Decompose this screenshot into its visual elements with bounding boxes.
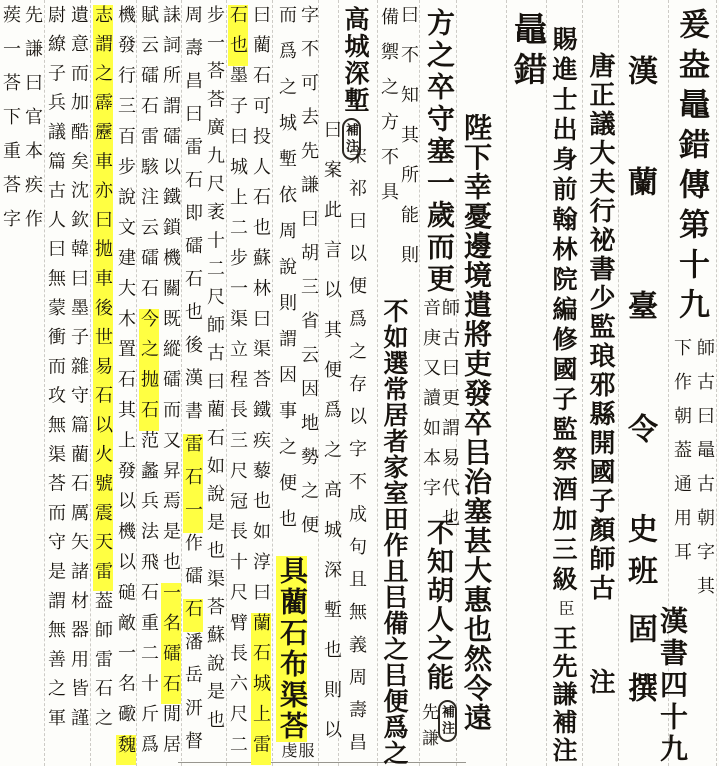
text-run: 蘭 — [623, 166, 656, 202]
annotator-wang-xianqian — [550, 625, 575, 765]
column-rule — [272, 0, 273, 766]
note-shigu-geng-left — [422, 298, 440, 508]
text-run: 不如選常居者家室田作且㠯備之㠯便爲之 — [380, 298, 407, 766]
column-rule — [618, 0, 619, 766]
column-rule — [181, 0, 182, 766]
column-rule — [546, 0, 547, 766]
main-text-4 — [381, 298, 406, 766]
note-xianqian-right — [400, 5, 418, 285]
buzhu-marker-1 — [438, 700, 457, 742]
note-pilichе-highlighted — [94, 5, 112, 738]
text-run: 機發行三百步說文建大木置石其上發以機以磓敵一名礮 — [116, 5, 136, 735]
text-run: 唐正議大夫行祕書少監琅邪縣開國子顏師古 — [586, 52, 615, 603]
main-text-2 — [424, 8, 452, 296]
note-husansheng-left — [278, 5, 296, 545]
text-run: 誄詞所謂礌以鐵鎖機關既縱礌而又昇焉是也 — [161, 5, 181, 583]
column-rule — [582, 0, 583, 766]
note-guanben-right — [24, 5, 42, 243]
main-text-6-highlighted — [277, 556, 305, 742]
main-text-1 — [461, 113, 489, 733]
highlighted-text: 蘭石城上雷 — [251, 613, 271, 765]
text-run: 先謙曰官本疾作 — [23, 5, 43, 243]
text-run: 周壽昌曰雷石即礌石也後漢書 — [183, 5, 203, 434]
text-run: 閒居 — [161, 704, 181, 766]
column-rule — [419, 0, 420, 766]
text-run: 撰 — [623, 672, 656, 708]
author-attribution-ling — [624, 413, 654, 449]
text-run: 賦云礌石雷駭注云礌石 — [139, 5, 159, 309]
text-run: 注 — [586, 668, 615, 697]
annotator-chen — [556, 600, 572, 620]
text-run: 蒺一荅下重荅字 — [1, 5, 21, 243]
highlighted-text: 魏 — [116, 734, 136, 766]
text-run: 墨子曰城上二步一渠立程長三尺冠長十尺臂長六尺二 — [228, 65, 248, 766]
section-heading-chaocuo — [510, 12, 543, 92]
text-run: 漢書四十九 — [656, 606, 687, 766]
annotator-yan-shigu — [587, 52, 613, 603]
title-note-left — [673, 338, 691, 576]
highlighted-text: 石也 — [228, 5, 248, 66]
author-attribution-lan — [624, 166, 654, 202]
note-songqi-right — [348, 146, 366, 765]
chapter-title — [676, 8, 707, 328]
note-linshi-right — [252, 5, 270, 765]
text-run: 高城深塹 — [341, 6, 368, 114]
text-run: 步一荅荅廣九尺袤十二尺師古曰藺石如說是也渠荅蘇說是也 — [205, 5, 225, 739]
text-run: 爰盎鼂錯傳第十九 — [674, 8, 709, 328]
note-weiliaozi — [47, 5, 65, 738]
main-text-3 — [424, 518, 451, 692]
note-husansheng-right — [300, 5, 318, 549]
text-run: 史 — [623, 513, 656, 549]
bottom-rule — [178, 762, 466, 763]
annotator-yan-shigu-zhu — [587, 668, 613, 697]
column-rule — [44, 0, 45, 766]
highlighted-text: 石 — [183, 599, 203, 632]
main-text-5 — [342, 6, 367, 114]
text-run: 令 — [623, 413, 656, 449]
text-run: 鼂錯 — [509, 12, 545, 92]
note-leishi-2 — [162, 5, 180, 765]
note-shenqinhan — [70, 5, 88, 738]
note-xianqian-lead — [420, 703, 437, 755]
column-rule — [136, 0, 137, 766]
text-run: 音庚又讀如本字 — [421, 298, 441, 508]
title-note-right — [696, 338, 714, 610]
column-rule — [506, 0, 507, 766]
text-run: 作礌 — [183, 533, 203, 599]
note-shigu-geng-right — [441, 298, 459, 538]
note-fuqian-right — [296, 742, 312, 762]
text-run: 王先謙補注 — [549, 625, 576, 765]
note-leishi-left — [184, 5, 202, 764]
text-run: 固 — [623, 613, 656, 649]
text-run: 班 — [623, 555, 656, 591]
text-run: 范蠡兵法飛石重二十斤爲 — [139, 430, 159, 766]
highlighted-text: 志謂之霹靂車亦曰拋車後世易石以火號震天雷 — [93, 5, 113, 591]
annotator-wang-titles — [550, 26, 575, 596]
text-run: 曰不知其所能則 — [399, 5, 419, 285]
author-attribution-zhuan — [624, 672, 654, 708]
note-songqi-left — [323, 120, 341, 760]
column-rule — [377, 0, 378, 766]
volume-label — [657, 606, 685, 766]
text-run: 賜進士出身前翰林院編修國子監祭酒加三級 — [549, 26, 576, 596]
text-run: 而爲之城塹依周說則謂因事之便也 — [277, 5, 297, 545]
note-guanben-left — [2, 5, 20, 243]
highlighted-text: 雷石一 — [183, 434, 203, 533]
column-rule — [716, 0, 717, 766]
text-run: 臣 — [556, 600, 573, 620]
text-run: 曰藺石可投人石也蘇林曰渠荅鐵疾藜也如淳曰 — [251, 5, 271, 613]
highlighted-text: 今之抛石 — [139, 309, 159, 431]
highlighted-text: 具藺石布渠荅 — [276, 556, 307, 742]
text-run: 虔 — [279, 742, 296, 762]
text-run: 潘岳汧督 — [183, 632, 203, 764]
note-leishi-3 — [140, 5, 158, 765]
author-attribution-ban — [624, 555, 654, 591]
text-run: 備禦之方不具 — [379, 7, 399, 217]
author-attribution-tai — [624, 290, 654, 326]
note-linshi-left — [229, 5, 247, 765]
author-attribution-gu — [624, 613, 654, 649]
author-attribution-han — [624, 55, 654, 91]
text-run: 遺意而加酷矣沈欽韓曰墨子雜守篇藺石厲矢諸材器用皆謹 — [69, 5, 89, 738]
column-rule — [90, 0, 91, 766]
note-xianqian-left — [380, 7, 398, 217]
text-run: 師古曰鼂古朝字其 — [695, 338, 715, 610]
text-run: 宋祁曰以便爲之存以字不成句且無義周壽昌 — [347, 146, 367, 766]
text-run: 曰案此言以其便爲之高城深塹也則以 — [322, 120, 342, 760]
text-run: 方之卒守塞一歲而更 — [423, 8, 454, 296]
text-run: 下作朝葢通用耳 — [672, 338, 692, 576]
text-run: 先謙 — [419, 703, 438, 755]
text-run: 臺 — [623, 290, 656, 326]
text-run: 漢 — [623, 55, 656, 91]
note-mozi-right — [206, 5, 224, 738]
text-run: 葢師雷石之 — [93, 591, 113, 738]
text-run: 陛下幸憂邊境遣將吏發卒㠯治塞甚大惠也然令遠 — [460, 113, 491, 733]
text-run: 補注 — [344, 123, 359, 155]
text-run: 服 — [296, 742, 313, 762]
highlighted-text: 一名礌石 — [161, 582, 181, 705]
text-run: 字不可去先謙曰胡三省云因地勢之便 — [299, 5, 319, 549]
text-run: 師古曰更謂易代也 — [440, 298, 460, 538]
author-attribution-shi — [624, 513, 654, 549]
note-fuqian-left — [279, 742, 295, 762]
text-run: 補注 — [440, 705, 455, 737]
note-leishi-4 — [117, 5, 135, 765]
text-run: 尉繚子兵議篇古人曰無蒙衝而攻無渠荅而守是謂無善之軍 — [46, 5, 66, 738]
column-rule — [226, 0, 227, 766]
text-run: 不知胡人之能 — [423, 518, 453, 692]
